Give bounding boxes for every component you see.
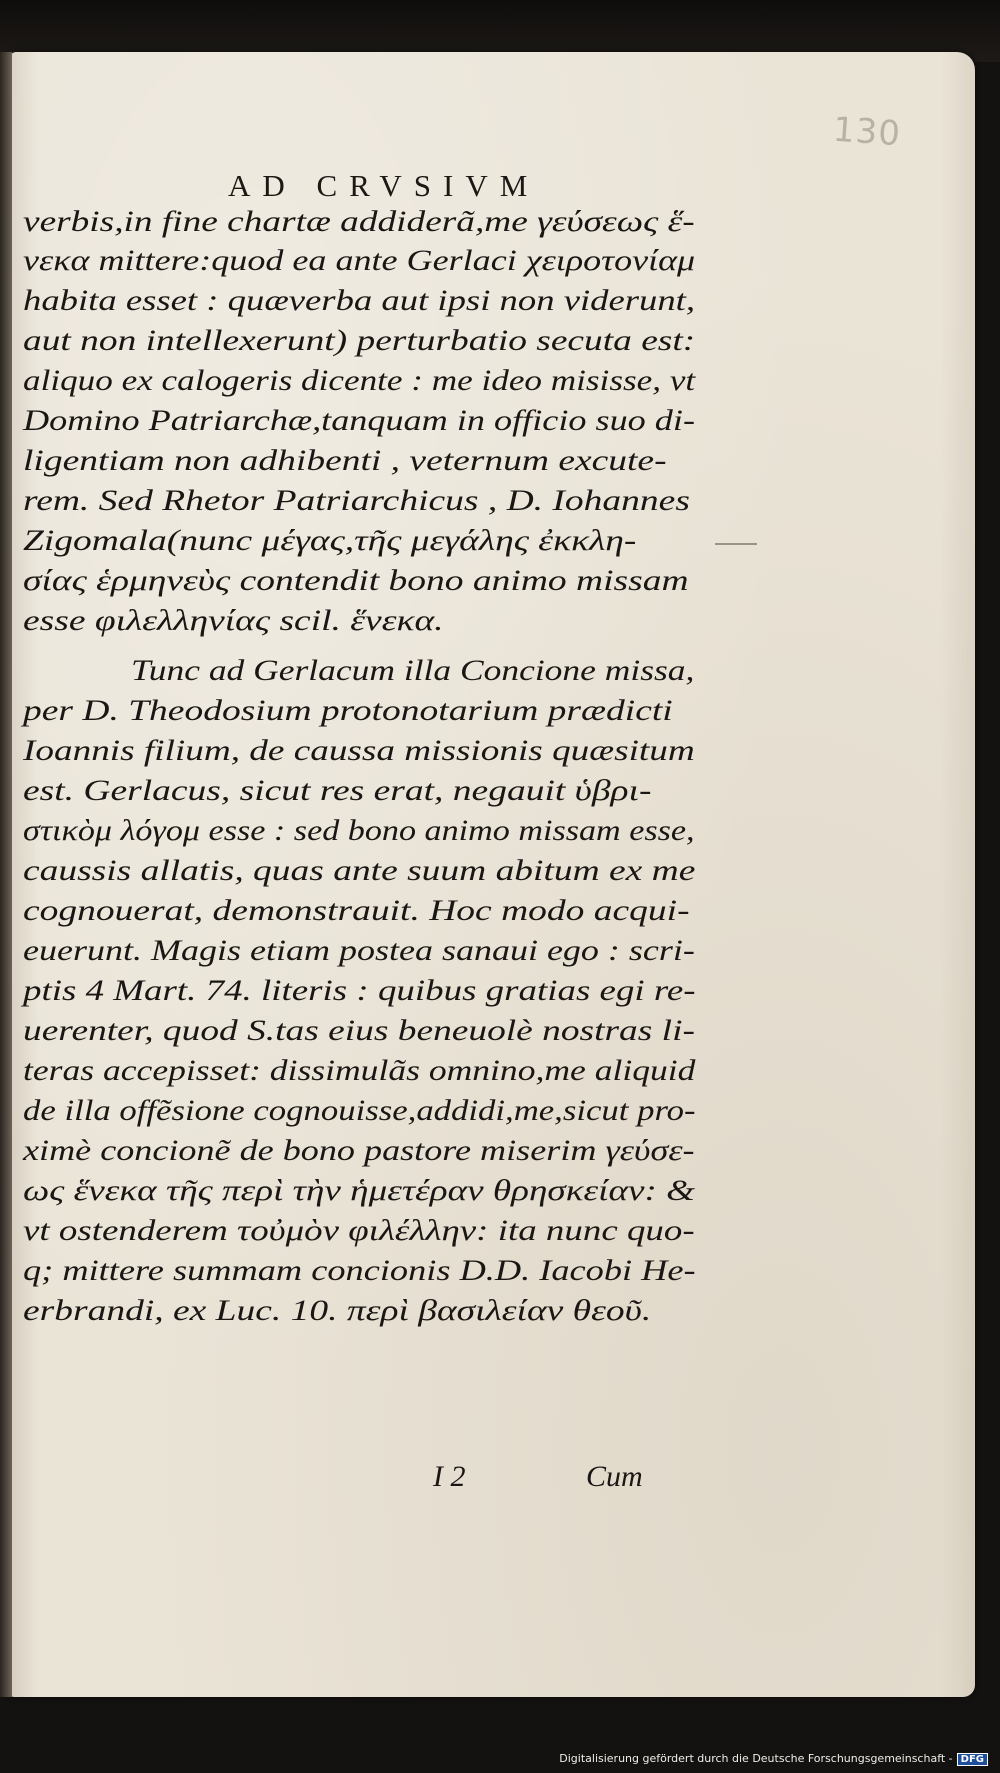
text-line: q; mittere summam concionis D.D. Iacobi He- xyxy=(23,1254,696,1287)
text-line: erbrandi, ex Luc. 10. περὶ βασιλείαν θεοῦ. xyxy=(23,1294,652,1327)
text-line: στικὸμ λόγομ esse : sed bono animo missam esse, xyxy=(23,814,695,847)
running-head: AD CRVSIVM xyxy=(228,168,540,203)
text-line: Zigomala(nunc μέγας,τῆς μεγάλης ἐκκλη- xyxy=(23,524,637,557)
text-line: aut non intellexerunt) perturbatio secuta est: xyxy=(23,324,696,357)
text-line: caussis allatis, quas ante suum abitum ex me xyxy=(23,854,696,887)
text-line: euerunt. Magis etiam postea sanaui ego : scri- xyxy=(23,934,695,967)
text-line: teras accepisset: dissimulãs omnino,me aliquid xyxy=(23,1054,696,1087)
text-line: per D. Theodosium protonotarium prædicti xyxy=(23,694,673,727)
digitization-credit xyxy=(559,1752,988,1766)
text-line: de illa offẽsione cognouisse,addidi,me,sicut pro- xyxy=(23,1094,696,1127)
text-line: ptis 4 Mart. 74. literis : quibus gratias egi re- xyxy=(23,974,696,1007)
text-line: ως ἕνεκα τῆς περὶ τὴν ἡμετέραν θρησκείαν: & xyxy=(23,1174,696,1207)
text-line: habita esset : quæverba aut ipsi non viderunt, xyxy=(23,284,696,317)
text-line: Domino Patriarchæ,tanquam in officio suo di- xyxy=(23,404,696,437)
folio-number: 130 xyxy=(831,109,903,155)
text-line: aliquo ex calogeris dicente : me ideo misisse, vt xyxy=(23,364,696,397)
catchword: Cum xyxy=(586,1460,643,1493)
text-line: Ioannis filium, de caussa missionis quæsitum xyxy=(23,734,695,767)
text-line: σίας ἑρμηνεὺς contendit bono animo missam xyxy=(23,564,689,597)
text-line: verbis,in fine chartæ addiderã,me γεύσεως ἕ- xyxy=(23,205,695,238)
text-line: vt ostenderem τοὐμὸν φιλέλλην: ita nunc quo- xyxy=(23,1214,695,1247)
margin-pencil-mark xyxy=(715,543,757,545)
text-line: esse φιλελληνίας scil. ἕνεκα. xyxy=(23,604,444,637)
signature-mark: I 2 xyxy=(433,1460,466,1493)
text-line: νεκα mittere:quod ea ante Gerlaci χειροτονίαμ xyxy=(23,244,696,277)
text-line: Tunc ad Gerlacum illa Concione missa, xyxy=(131,654,695,687)
dfg-logo: DFG xyxy=(957,1753,988,1766)
text-line: cognouerat, demonstrauit. Hoc modo acqui- xyxy=(23,894,690,927)
text-line: est. Gerlacus, sicut res erat, negauit ὑβρι- xyxy=(23,774,652,807)
page-spine-edge xyxy=(0,52,12,1697)
text-line: rem. Sed Rhetor Patriarchicus , D. Iohannes xyxy=(23,484,690,517)
text-line: uerenter, quod S.tas eius beneuolè nostras li- xyxy=(23,1014,695,1047)
credit-text: Digitalisierung gefördert durch die Deutsche Forschungsgemeinschaft - xyxy=(559,1752,953,1765)
text-line: ligentiam non adhibenti , veternum excute- xyxy=(23,444,667,477)
text-line: ximè concionẽ de bono pastore miserim γεύσε- xyxy=(23,1134,695,1167)
